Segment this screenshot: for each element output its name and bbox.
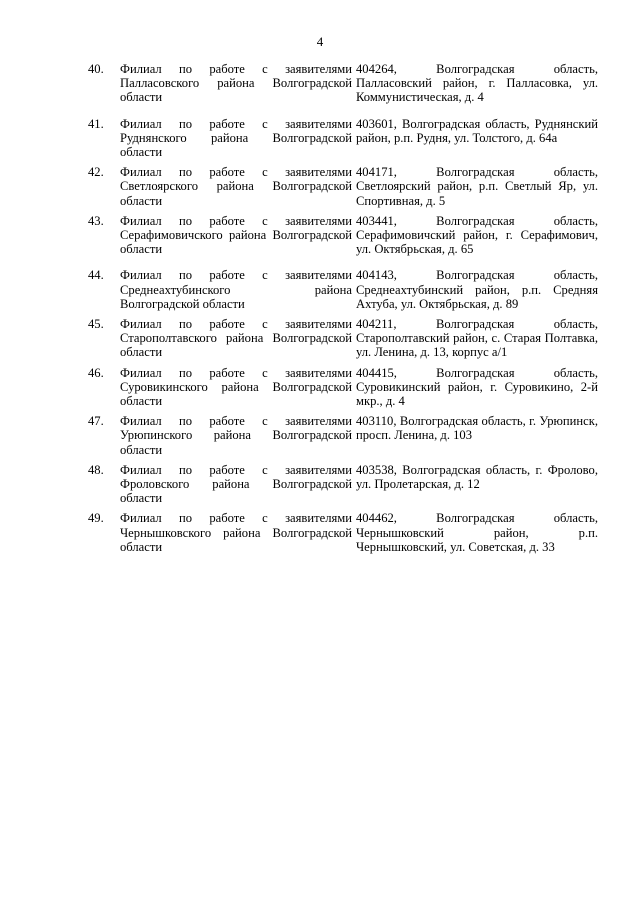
entry-number: 44. <box>88 268 104 283</box>
branch-name: Филиал по работе с заявителями Урюпинского района Волгоградской области <box>120 414 352 457</box>
branch-address: 403441, Волгоградская область, Серафимовичский район, г. Серафимович, ул. Октябрьская, д. 65 <box>356 213 598 257</box>
branch-name: Филиал по работе с заявителями Палласовского района Волгоградской области <box>120 62 352 105</box>
branch-name: Филиал по работе с заявителями Старополтавского района Волгоградской области <box>120 317 352 360</box>
branch-address: 404264, Волгоградская область, Палласовский район, г. Палласовка, ул. Коммунистическая, д. 4 <box>356 62 598 105</box>
list-item <box>88 165 598 208</box>
list-item <box>88 511 598 554</box>
branch-name: Филиал по работе с заявителями Серафимовичского района Волгоградской области <box>120 213 352 257</box>
branch-address: 404171, Волгоградская область, Светлоярский район, р.п. Светлый Яр, ул. Спортивная, д. 5 <box>356 165 598 208</box>
list-item <box>88 62 598 105</box>
entry-number: 48. <box>88 462 104 477</box>
list-item <box>88 463 598 506</box>
branch-name: Филиал по работе с заявителями Суровикинского района Волгоградской области <box>120 365 352 409</box>
entry-number: 47. <box>88 414 104 429</box>
list-item <box>88 268 598 311</box>
branch-name: Филиал по работе с заявителями Руднянского района Волгоградской области <box>120 116 352 160</box>
entry-number: 42. <box>88 165 104 180</box>
entry-number: 46. <box>88 365 104 380</box>
branch-address: 404415, Волгоградская область, Суровикинский район, г. Суровикино, 2-й мкр., д. 4 <box>356 365 598 409</box>
branch-address: 404462, Волгоградская область, Чернышковский район, р.п. Чернышковский, ул. Советская, д. 33 <box>356 511 598 554</box>
list-item <box>88 414 598 457</box>
branch-address: 404143, Волгоградская область, Среднеахтубинский район, р.п. Средняя Ахтуба, ул. Октябрьская, д. 89 <box>356 268 598 311</box>
branch-name: Филиал по работе с заявителями Фроловского района Волгоградской области <box>120 462 352 506</box>
list-item <box>88 366 598 409</box>
entry-number: 43. <box>88 213 104 228</box>
entry-number: 40. <box>88 62 104 76</box>
entry-number: 49. <box>88 511 104 526</box>
entry-number: 45. <box>88 317 104 332</box>
entry-number: 41. <box>88 116 104 131</box>
branch-list <box>88 62 598 554</box>
branch-address: 403110, Волгоградская область, г. Урюпинск, просп. Ленина, д. 103 <box>356 414 598 443</box>
branch-address: 403601, Волгоградская область, Руднянский район, р.п. Рудня, ул. Толстого, д. 64а <box>356 116 598 145</box>
page-number: 4 <box>316 34 324 49</box>
list-item <box>88 117 598 160</box>
branch-name: Филиал по работе с заявителями Чернышковского района Волгоградской области <box>120 511 352 554</box>
list-item <box>88 214 598 257</box>
list-item <box>88 317 598 360</box>
branch-address: 404211, Волгоградская область, Старополтавский район, с. Старая Полтавка, ул. Ленина, д. 13, корпус а/1 <box>356 317 598 360</box>
branch-address: 403538, Волгоградская область, г. Фролово, ул. Пролетарская, д. 12 <box>356 462 598 492</box>
branch-name: Филиал по работе с заявителями Светлоярского района Волгоградской области <box>120 165 352 208</box>
branch-name: Филиал по работе с заявителями Среднеахтубинского района Волгоградской области <box>120 268 352 311</box>
